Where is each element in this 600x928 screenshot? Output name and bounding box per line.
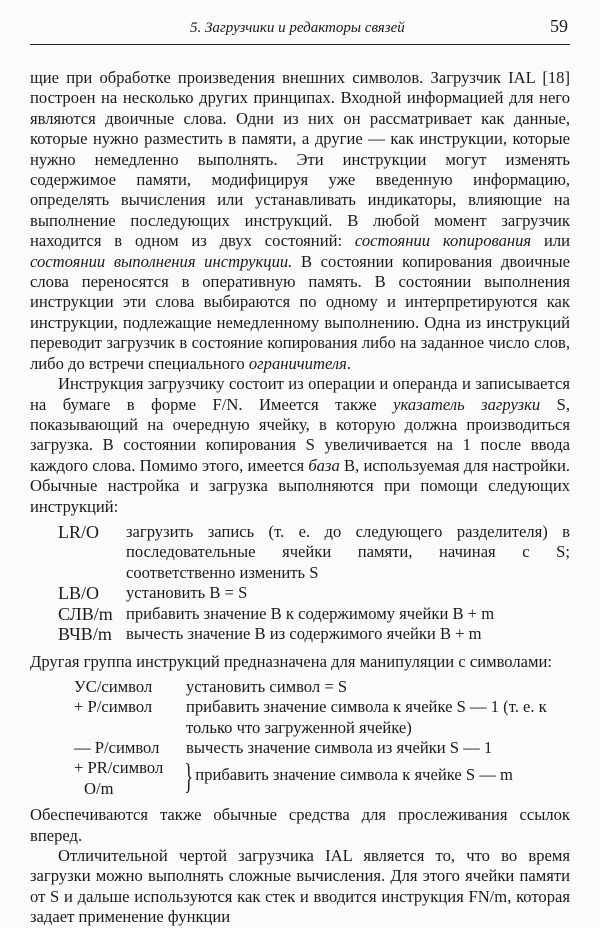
instruction-desc: установить B = S (126, 583, 248, 603)
instruction-desc: прибавить значение B к содержимому ячейки B + m (126, 603, 495, 623)
brace-group-codes (74, 758, 186, 799)
instruction-row (58, 604, 570, 624)
instruction-row (58, 522, 570, 583)
symbol-instruction-code: + P/символ (74, 697, 153, 717)
right-brace-glyph: } (184, 756, 193, 797)
paragraph-instruction-format: Инструкция загрузчику состоит из операции и операнда и записывается на бумаге в форме F/N. Имеется также указатель загрузки S, показывающий на очередную ячейку, в которую должна производиться загрузка. В состоянии копирования S увеличивается на 1 после ввода каждого слова. Помимо этого, имеется база B, используемая для настройки. Обычные настройка и загрузка выполняются при помощи следующих инструкций: (30, 374, 570, 516)
page-body (30, 68, 570, 928)
instruction-code: LR/O (58, 521, 100, 542)
symbol-instruction-group (74, 758, 570, 799)
symbol-instruction-desc: вычесть значение символа из ячейки S — 1 (186, 738, 493, 757)
symbol-instruction-code: — P/символ (74, 738, 160, 757)
instruction-code: LB/O (58, 583, 100, 604)
symbol-instruction-desc: прибавить значение символа к ячейке S — 1 (т. е. к только что загруженной ячейке) (186, 697, 547, 737)
instruction-desc: загрузить запись (т. е. до следующего разделителя) в последовательные ячейки памяти, начиная с S; соответственно изменить S (126, 521, 570, 582)
symbol-instruction-desc: прибавить значение символа к ячейке S — m (195, 765, 513, 785)
instruction-code: СЛВ/m (58, 603, 113, 624)
instruction-row (58, 583, 570, 603)
symbol-instruction-code: + PR/символ (74, 758, 164, 778)
symbol-instruction-code: УС/символ (74, 676, 153, 696)
symbol-instruction-row (74, 697, 570, 738)
page-number: 59 (550, 16, 568, 36)
paragraph-ial-features: Отличительной чертой загрузчика IAL является то, что во время загрузки можно выполнять сложные вычисления. Для этого ячейки памяти от S и дальше используются как стек и вводится инструкция FN/m, которая задает применение функции (30, 846, 570, 927)
symbol-instruction-row (74, 677, 570, 697)
symbol-instruction-desc: установить символ = S (186, 676, 348, 696)
chapter-title: 5. Загрузчики и редакторы связей (190, 20, 405, 36)
instruction-desc: вычесть значение B из содержимого ячейки B + m (126, 623, 482, 643)
term-copy-state: состоянии копирования (354, 231, 532, 251)
term-exec-state: состоянии выполнения инструкции. (30, 251, 293, 271)
loading-instructions-list (58, 522, 570, 644)
paragraph-symbol-intro: Другая группа инструкций предназначена для манипуляции с символами: (30, 652, 553, 672)
term-base: база (308, 455, 340, 475)
paragraph-forward-refs: Обеспечиваются также обычные средства для прослеживания ссылок вперед. (30, 805, 570, 845)
symbol-instructions-list (74, 677, 570, 799)
paragraph-continuation: щие при обработке произведения внешних символов. Загрузчик IAL [18] построен на несколько других принципах. Входной информацией для него являются двоичные слова. Одни из них он рассматривает как данные, которые нужно разместить в памяти, а другие — как инструкции, которые нужно немедленно выполнять. Эти инструкции могут изменять содержимое памяти, модифицируя уже введенную информацию, определять вычисления или устанавливать индикаторы, влияющие на выполнение последующих инструкций. В любой момент загрузчик находится в одном из двух состояний: состоянии копирования или состоянии выполнения инструкции. В состоянии копирования двоичные слова переносятся в оперативную память. В состоянии выполнения инструкции эти слова выбираются по одному и интерпретируются как инструкции, подлежащие немедленному выполнению. Одна из инструкций переводит загрузчик в состояние копирования либо на заданное число слов, либо до встречи специального ограничителя. (30, 68, 570, 373)
running-header (30, 16, 570, 45)
brace-group-desc-cell (186, 758, 570, 799)
instruction-code: ВЧВ/m (58, 623, 112, 644)
symbol-instruction-row (74, 738, 570, 758)
term-load-pointer: указатель загрузки (393, 394, 541, 414)
term-delimiter: ограничителя (248, 353, 347, 373)
symbol-instruction-code: O/m (84, 778, 114, 798)
instruction-row (58, 624, 570, 644)
